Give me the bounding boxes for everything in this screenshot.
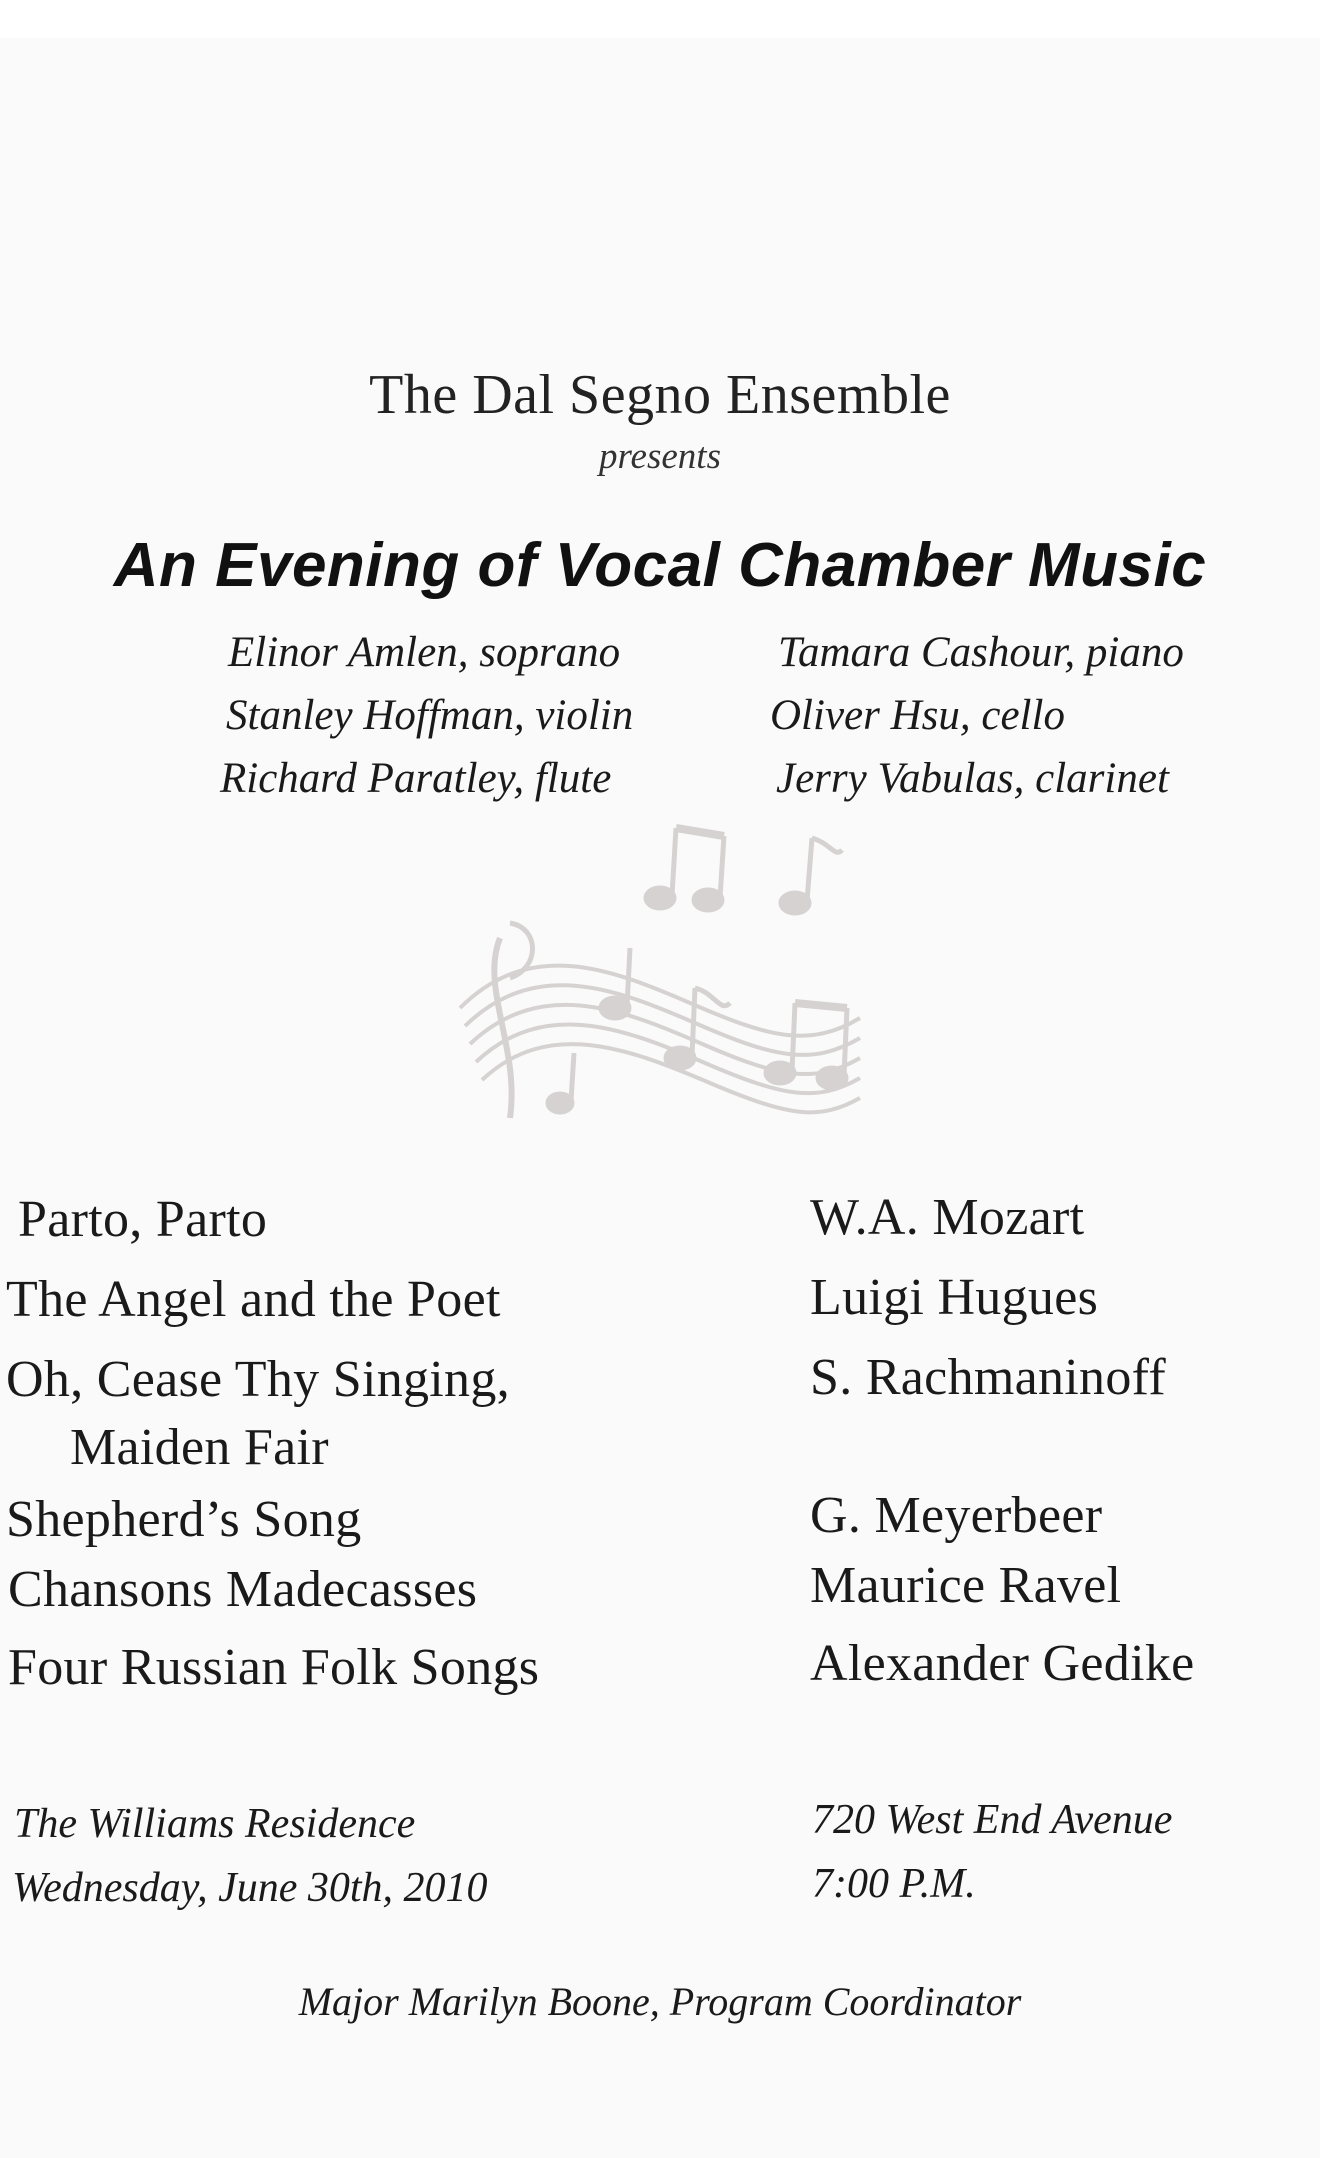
performer-left-2: Stanley Hoffman, violin	[226, 692, 634, 739]
piece-title: Shepherd’s Song	[6, 1491, 362, 1548]
piece-title: Chansons Madecasses	[8, 1561, 478, 1618]
piece-title: Parto, Parto	[18, 1191, 268, 1248]
concert-time: 7:00 P.M.	[812, 1861, 976, 1907]
piece-title: Oh, Cease Thy Singing,	[6, 1351, 510, 1408]
performer-right-3: Jerry Vabulas, clarinet	[776, 755, 1169, 802]
composer-name: G. Meyerbeer	[810, 1487, 1103, 1544]
concert-title: An Evening of Vocal Chamber Music	[113, 531, 1207, 600]
performer-right-1: Tamara Cashour, piano	[778, 629, 1184, 676]
composer-name: W.A. Mozart	[810, 1189, 1085, 1246]
composer-name: Luigi Hugues	[810, 1269, 1099, 1326]
performer-left-3: Richard Paratley, flute	[220, 755, 612, 802]
music-notes-staff-icon	[440, 818, 880, 1138]
piece-title-continued: Maiden Fair	[70, 1419, 329, 1476]
performer-left-1: Elinor Amlen, soprano	[228, 629, 621, 676]
venue-address: 720 West End Avenue	[812, 1797, 1173, 1843]
program-coordinator: Major Marilyn Boone, Program Coordinator	[298, 1979, 1022, 2024]
composer-name: S. Rachmaninoff	[810, 1349, 1166, 1406]
composer-name: Alexander Gedike	[810, 1635, 1195, 1692]
piece-title: Four Russian Folk Songs	[8, 1639, 540, 1696]
composer-name: Maurice Ravel	[810, 1557, 1122, 1614]
presents-label: presents	[599, 436, 721, 477]
concert-date: Wednesday, June 30th, 2010	[12, 1865, 488, 1911]
piece-title: The Angel and the Poet	[6, 1271, 501, 1328]
performer-right-2: Oliver Hsu, cello	[770, 692, 1065, 739]
venue-name: The Williams Residence	[14, 1801, 416, 1847]
program-sheet	[0, 38, 1320, 2158]
ensemble-name: The Dal Segno Ensemble	[369, 364, 951, 426]
